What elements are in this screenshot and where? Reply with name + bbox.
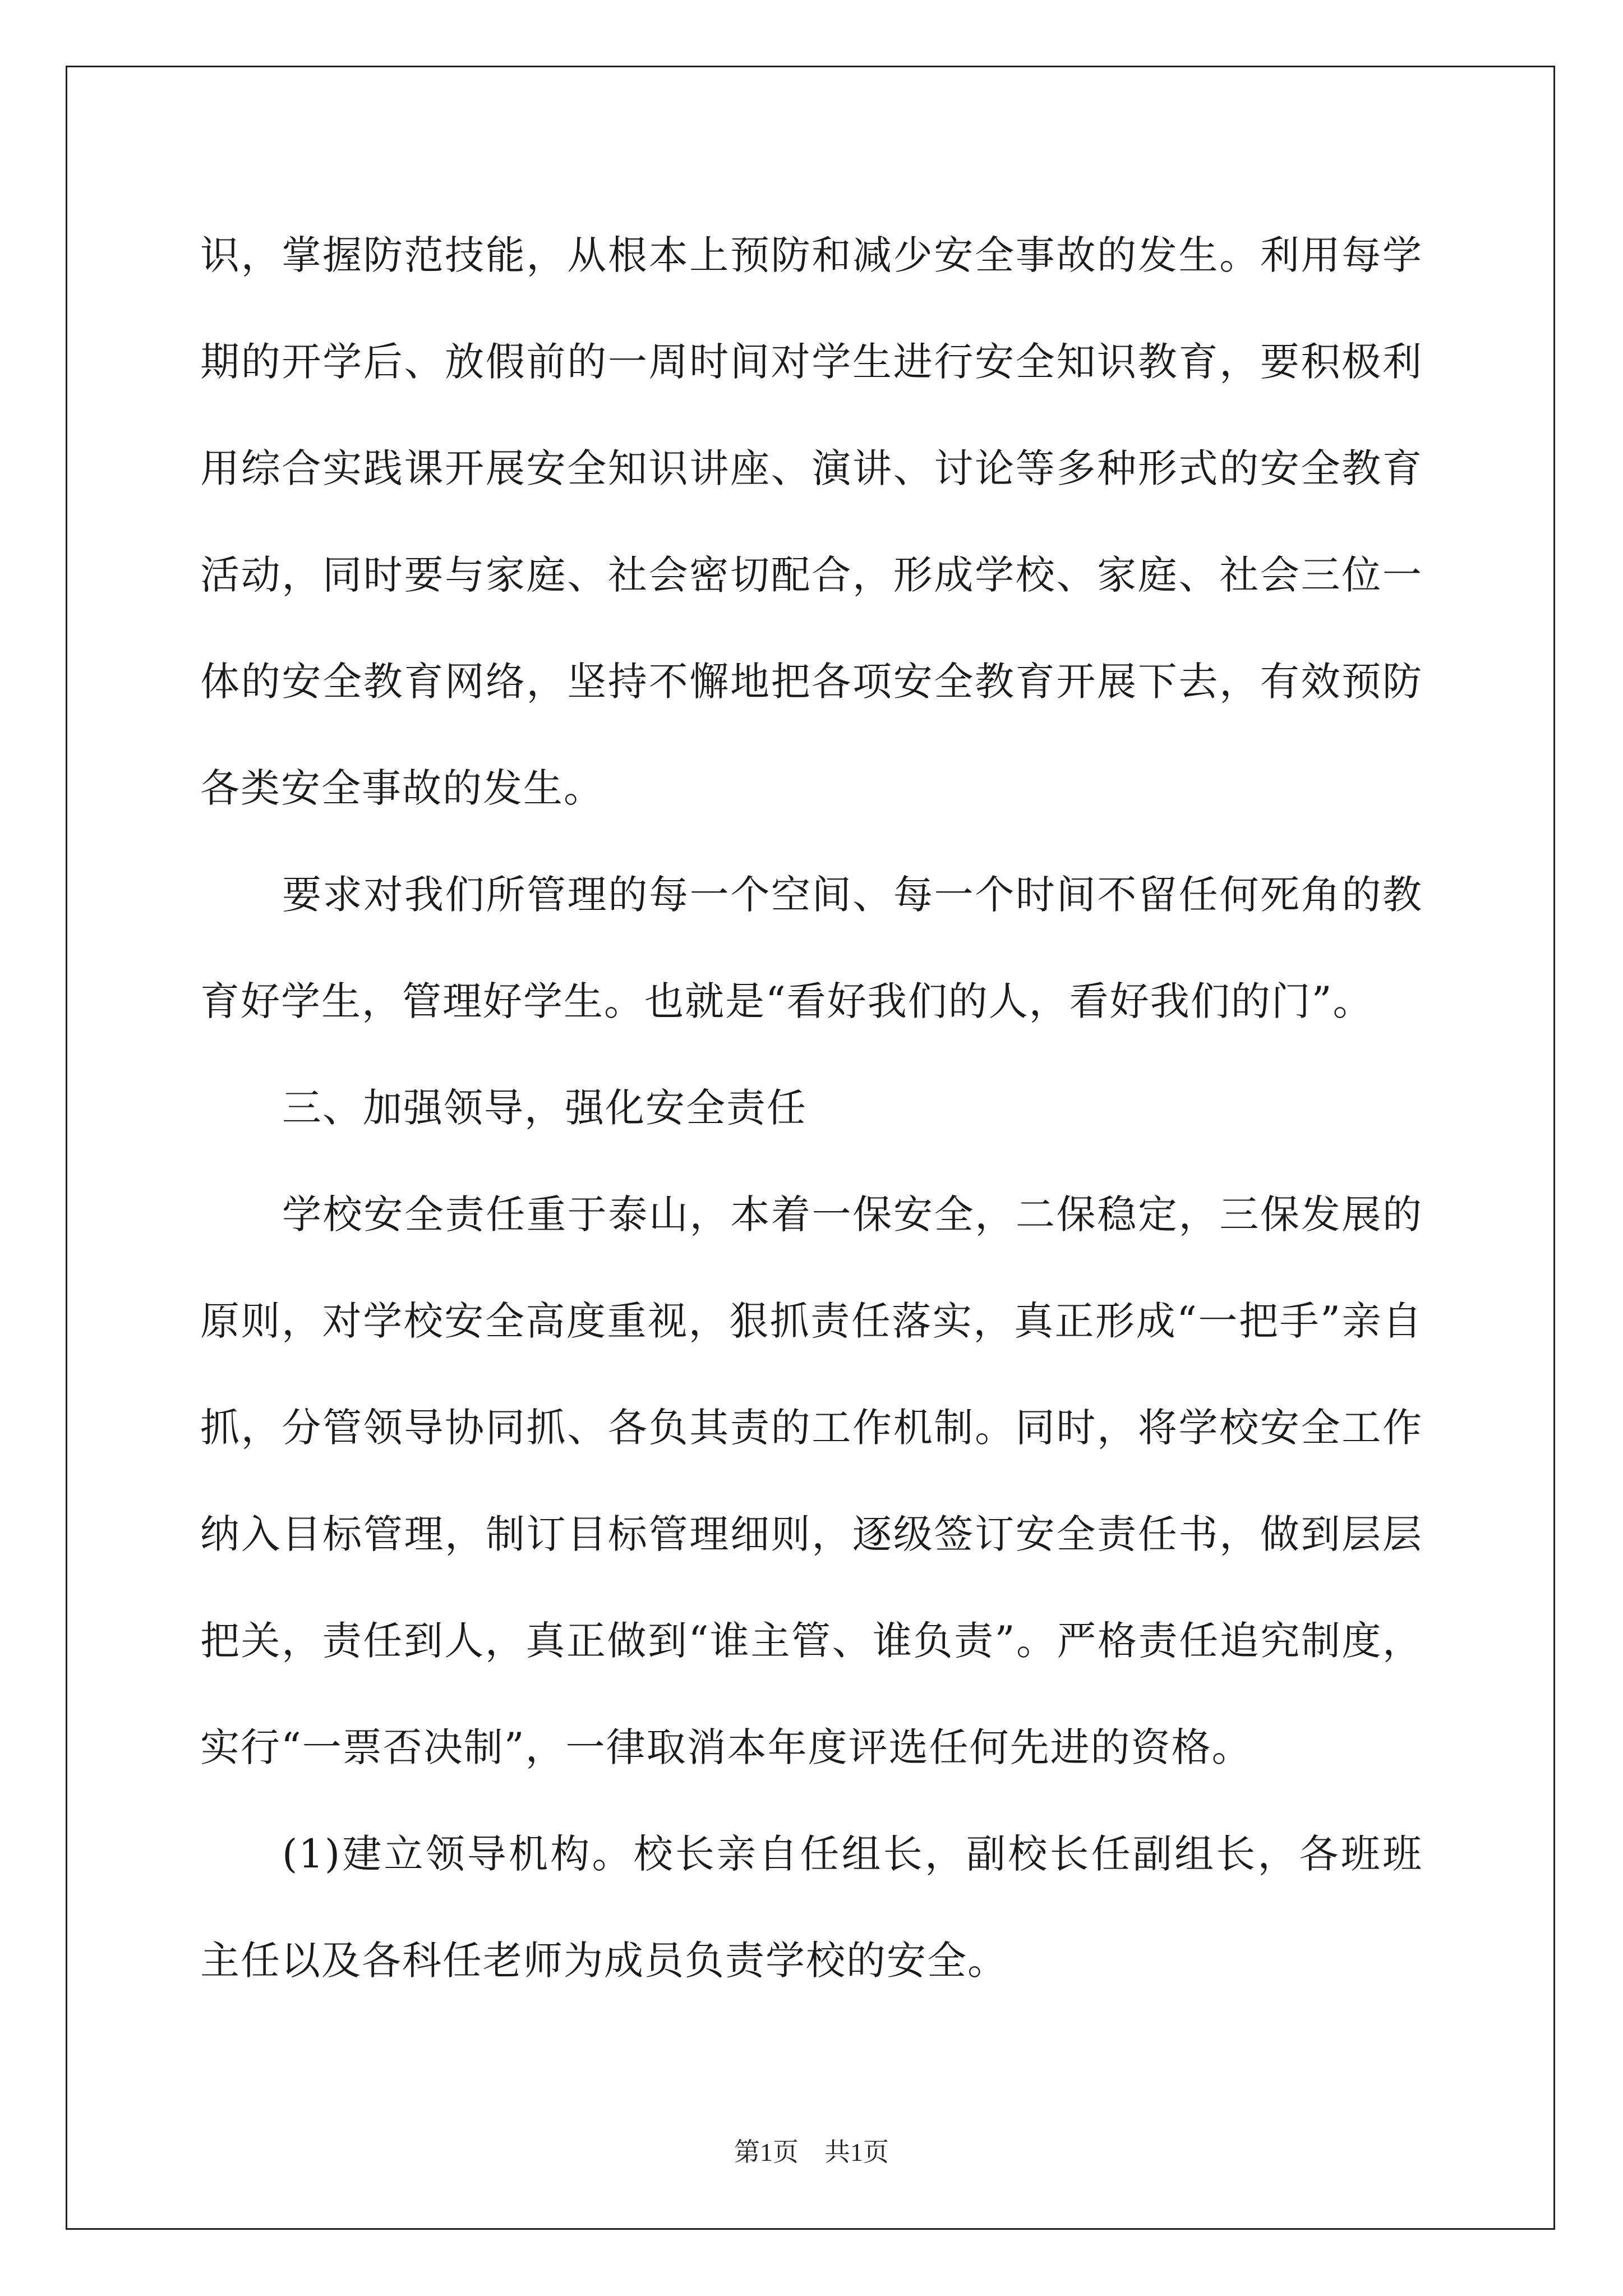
paragraph-3: 学校安全责任重于泰山，本着一保安全，二保稳定，三保发展的原则，对学校安全高度重视，狠抓责任落实，真正形成“一把手”亲自抓，分管领导协同抓、各负其责的工作机制。同时，将学校安全工作纳入目标管理，制订目标管理细则，逐级签订安全责任书，做到层层把关，责任到人，真正做到“谁主管、谁负责”。严格责任追究制度，实行“一票否决制”，一律取消本年度评选任何先进的资格。 — [200, 1191, 1423, 1770]
section-heading: 三、加强领导，强化安全责任 — [282, 1085, 807, 1131]
page-footer: 第1页 共1页 — [734, 2138, 889, 2166]
paragraph-1: 识，掌握防范技能，从根本上预防和减少安全事故的发生。利用每学期的开学后、放假前的一周时间对学生进行安全知识教育，要积极利用综合实践课开展安全知识讲座、演讲、讨论等多种形式的安全教育活动，同时要与家庭、社会密切配合，形成学校、家庭、社会三位一体的安全教育网络，坚持不懈地把各项安全教育开展下去，有效预防各类安全事故的发生。 — [200, 232, 1423, 811]
paragraph-2: 要求对我们所管理的每一个空间、每一个时间不留任何死角的教育好学生，管理好学生。也就是“看好我们的人，看好我们的门”。 — [200, 872, 1423, 1024]
document-body — [200, 202, 1423, 2014]
paragraph-4: (1)建立领导机构。校长亲自任组长，副校长任副组长，各班班主任以及各科任老师为成员负责学校的安全。 — [200, 1831, 1423, 1984]
